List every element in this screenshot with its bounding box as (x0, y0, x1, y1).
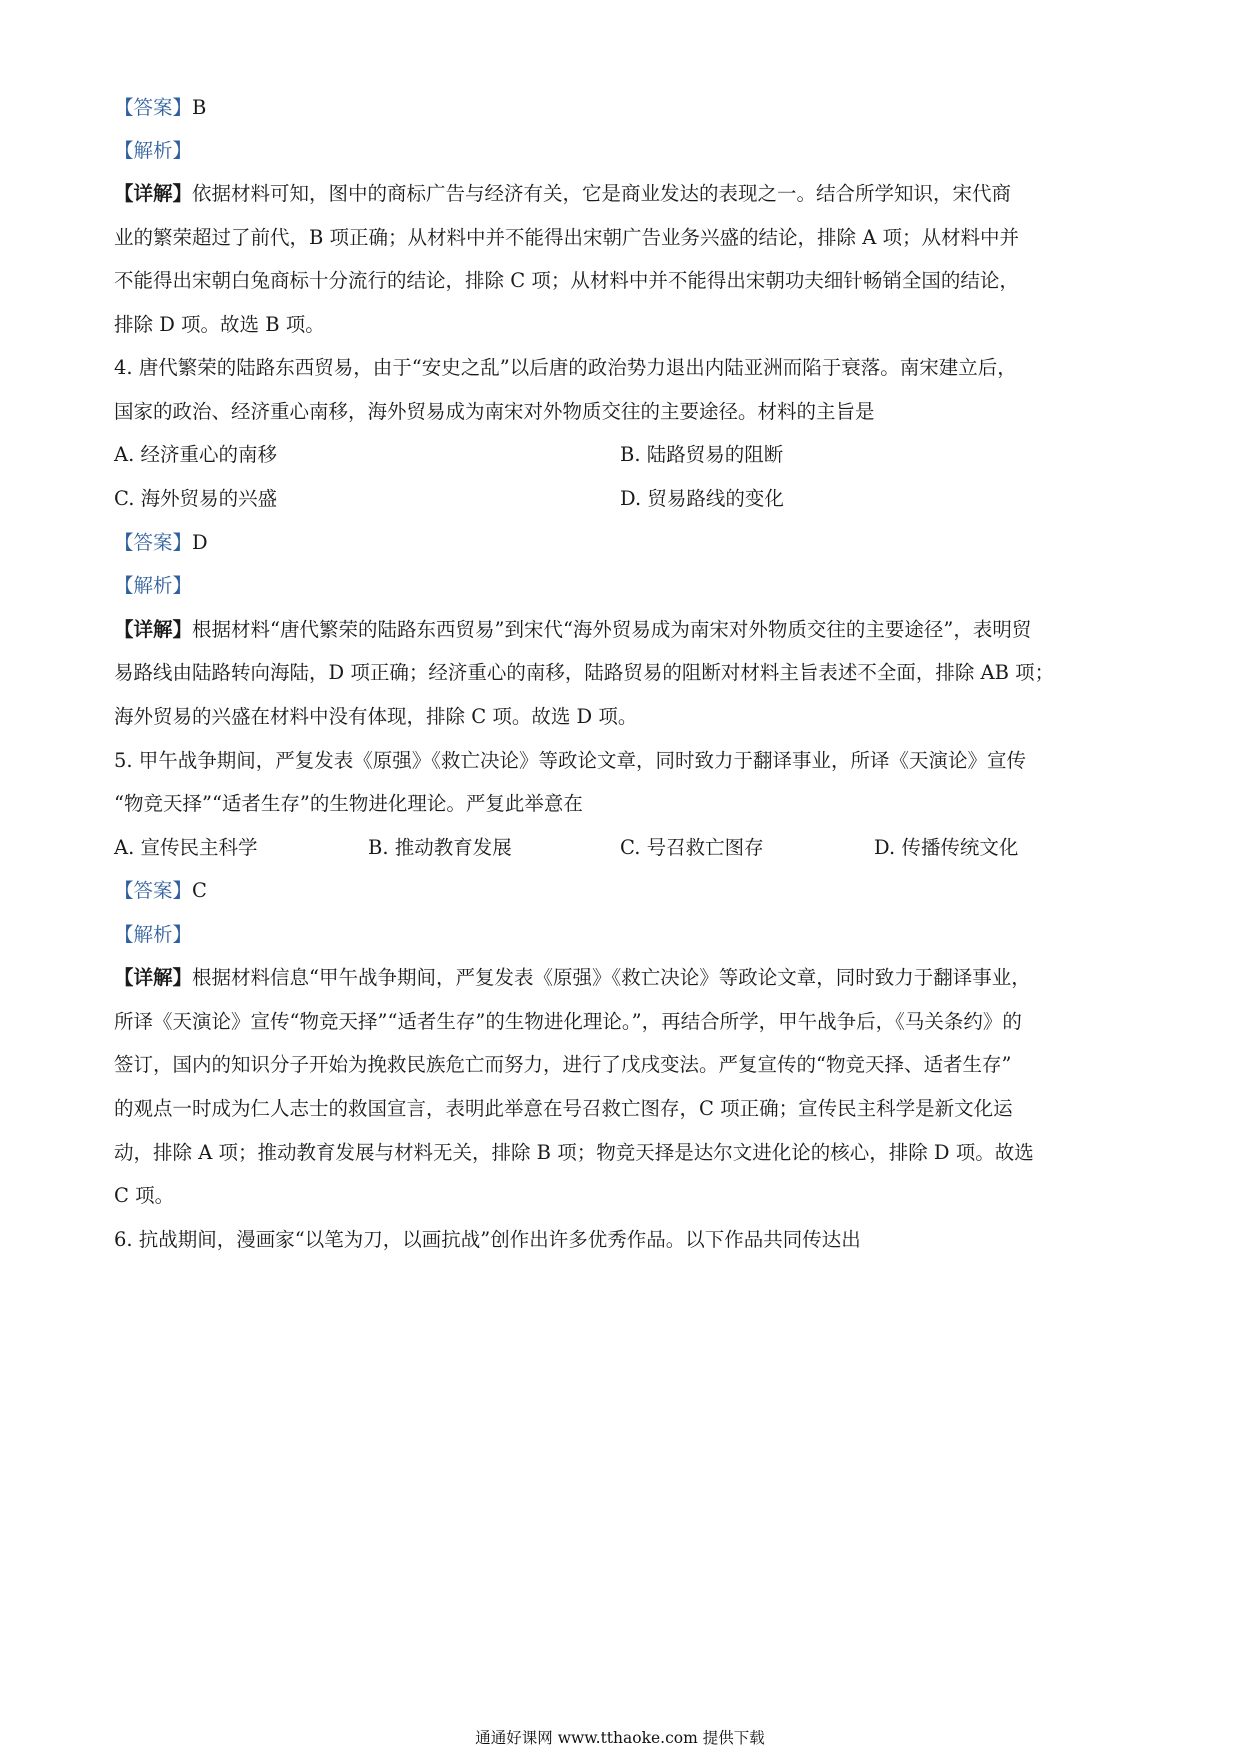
q4-analysis-label: 【解析】 (114, 574, 193, 597)
detail-label: 【详解】 (114, 618, 193, 641)
q5-detail-line-2: 所译《天演论》宣传“物竞天择”“适者生存”的生物进化理论。”，再结合所学，甲午战争后，《马关条约》的 (114, 1010, 1022, 1033)
q3-detail-line-4: 排除 D 项。故选 B 项。 (114, 313, 325, 336)
q4-option-d: D. 贸易路线的变化 (620, 487, 784, 510)
q4-option-a: A. 经济重心的南移 (114, 443, 277, 466)
q3-detail-line-2: 业的繁荣超过了前代，B 项正确；从材料中并不能得出宋朝广告业务兴盛的结论，排除 A 项；从材料中并 (114, 226, 1020, 249)
q4-stem-line-1: 4. 唐代繁荣的陆路东西贸易，由于“安史之乱”以后唐的政治势力退出内陆亚洲而陷于衰落。南宋建立后， (114, 356, 1017, 379)
page-footer: 通通好课网 www.tthaoke.com 提供下载 (475, 1729, 765, 1747)
q6-stem-line-1: 6. 抗战期间，漫画家“以笔为刀，以画抗战”创作出许多优秀作品。以下作品共同传达出 (114, 1228, 861, 1251)
q3-answer-line (114, 94, 206, 122)
detail-label: 【详解】 (114, 966, 193, 989)
q5-detail-line-1: 【详解】根据材料信息“甲午战争期间，严复发表《原强》《救亡决论》等政论文章，同时致力于翻译事业， (114, 966, 1031, 989)
q3-detail-line-3: 不能得出宋朝白兔商标十分流行的结论，排除 C 项；从材料中并不能得出宋朝功夫细针畅销全国的结论， (114, 269, 1019, 292)
q5-detail-line-4: 的观点一时成为仁人志士的救国宣言，表明此举意在号召救亡图存，C 项正确；宣传民主科学是新文化运 (114, 1097, 1013, 1120)
q4-stem-line-2: 国家的政治、经济重心南移，海外贸易成为南宋对外物质交往的主要途径。材料的主旨是 (114, 400, 875, 423)
q5-detail-line-6: C 项。 (114, 1184, 175, 1207)
q5-analysis-label: 【解析】 (114, 923, 193, 946)
q5-detail-line-5: 动，排除 A 项；推动教育发展与材料无关，排除 B 项；物竞天择是达尔文进化论的核心，排除 D 项。故选 (114, 1141, 1034, 1164)
q4-detail-line-2: 易路线由陆路转向海陆，D 项正确；经济重心的南移，陆路贸易的阻断对材料主旨表述不全面，排除 AB 项； (114, 661, 1055, 684)
q4-detail-line-1: 【详解】根据材料“唐代繁荣的陆路东西贸易”到宋代“海外贸易成为南宋对外物质交往的主要途径”，表明贸 (114, 618, 1032, 641)
q4-answer: D (192, 531, 208, 554)
answer-label: 【答案】 (114, 96, 193, 119)
q3-analysis-label: 【解析】 (114, 139, 193, 162)
q5-stem-line-2: “物竞天择”“适者生存”的生物进化理论。严复此举意在 (114, 792, 583, 815)
q3-answer: B (192, 96, 207, 119)
q4-option-c: C. 海外贸易的兴盛 (114, 487, 278, 510)
q5-answer-line (114, 877, 207, 905)
q4-detail-line-3: 海外贸易的兴盛在材料中没有体现，排除 C 项。故选 D 项。 (114, 705, 638, 728)
detail-label: 【详解】 (114, 182, 193, 205)
q5-option-b: B. 推动教育发展 (368, 836, 512, 859)
answer-label: 【答案】 (114, 879, 193, 902)
q4-answer-line (114, 529, 208, 557)
q5-option-c: C. 号召救亡图存 (620, 836, 764, 859)
q3-detail-line-1: 【详解】依据材料可知，图中的商标广告与经济有关，它是商业发达的表现之一。结合所学知识，宋代商 (114, 182, 1012, 205)
answer-label: 【答案】 (114, 531, 193, 554)
q4-option-b: B. 陆路贸易的阻断 (620, 443, 784, 466)
q5-stem-line-1: 5. 甲午战争期间，严复发表《原强》《救亡决论》等政论文章，同时致力于翻译事业，所译《天演论》宣传 (114, 749, 1027, 772)
q5-answer: C (192, 879, 207, 902)
q5-option-a: A. 宣传民主科学 (114, 836, 258, 859)
q5-detail-line-3: 签订，国内的知识分子开始为挽救民族危亡而努力，进行了戊戌变法。严复宣传的“物竞天择、适者生存” (114, 1053, 1012, 1076)
q5-option-d: D. 传播传统文化 (874, 836, 1019, 859)
